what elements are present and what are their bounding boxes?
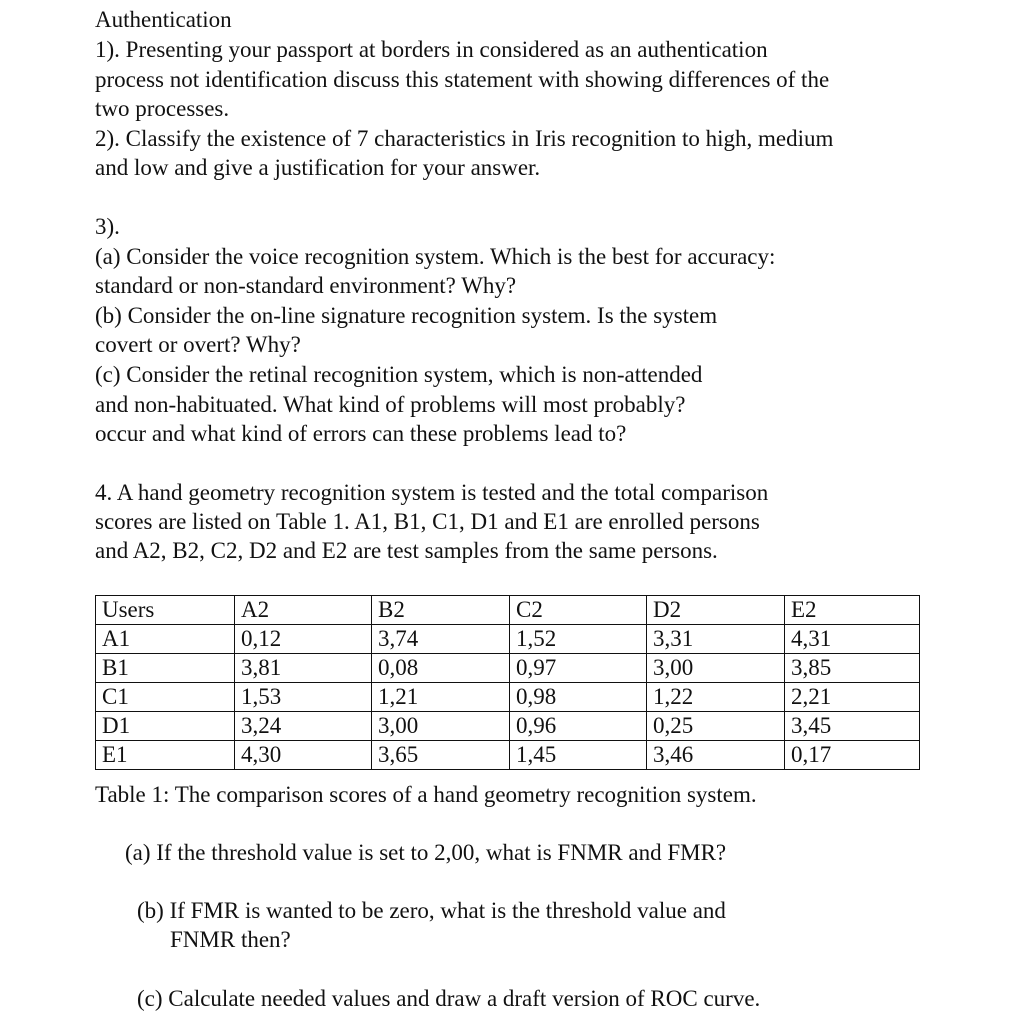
table-header-row (96, 596, 920, 625)
question-3a-line-2: standard or non-standard environment? Why? (95, 273, 517, 298)
question-1-line-3: two processes. (95, 96, 230, 121)
question-2-line-1: 2). Classify the existence of 7 characteristics in Iris recognition to high, medium (95, 126, 834, 151)
question-3c-line-2: and non-habituated. What kind of problems will most probably? (95, 392, 686, 417)
table-row (96, 741, 920, 770)
comparison-scores-table (95, 595, 920, 770)
table-cell: 1,22 (647, 683, 785, 712)
sub-question-c: (c) Calculate needed values and draw a draft version of ROC curve. (137, 986, 761, 1011)
question-3b-line-1: (b) Consider the on-line signature recognition system. Is the system (95, 303, 718, 328)
table-cell: 3,81 (235, 654, 372, 683)
table-header-cell: Users (96, 596, 235, 625)
table-row (96, 654, 920, 683)
question-1-line-2: process not identification discuss this statement with showing differences of the (95, 67, 830, 92)
table-header-cell: E2 (785, 596, 920, 625)
table-cell: 0,17 (785, 741, 920, 770)
table-cell: 0,98 (510, 683, 647, 712)
sub-question-b-line-2: FNMR then? (170, 927, 291, 952)
table-cell: 3,85 (785, 654, 920, 683)
table-cell: 0,96 (510, 712, 647, 741)
table-cell: 4,30 (235, 741, 372, 770)
question-3c-line-3: occur and what kind of errors can these problems lead to? (95, 421, 627, 446)
table-cell: 3,74 (372, 625, 510, 654)
table-row (96, 712, 920, 741)
table-header-cell: D2 (647, 596, 785, 625)
table-row-label: E1 (96, 741, 235, 770)
question-4-line-2: scores are listed on Table 1. A1, B1, C1, D1 and E1 are enrolled persons (95, 509, 760, 534)
table-cell: 3,65 (372, 741, 510, 770)
table-cell: 3,31 (647, 625, 785, 654)
table-cell: 3,00 (372, 712, 510, 741)
table-cell: 0,25 (647, 712, 785, 741)
table-cell: 0,12 (235, 625, 372, 654)
table-row-label: C1 (96, 683, 235, 712)
table-cell: 1,45 (510, 741, 647, 770)
question-1-line-1: 1). Presenting your passport at borders in considered as an authentication (95, 37, 768, 62)
table-cell: 0,08 (372, 654, 510, 683)
sub-question-a: (a) If the threshold value is set to 2,00, what is FNMR and FMR? (125, 840, 727, 865)
table-row-label: B1 (96, 654, 235, 683)
sub-question-b-line-1: (b) If FMR is wanted to be zero, what is the threshold value and (137, 898, 726, 923)
table-cell: 3,45 (785, 712, 920, 741)
table-header-cell: A2 (235, 596, 372, 625)
question-3c-line-1: (c) Consider the retinal recognition system, which is non-attended (95, 362, 703, 387)
section-heading: Authentication (95, 7, 232, 32)
question-3-label: 3). (95, 214, 120, 239)
question-2-line-2: and low and give a justification for your answer. (95, 155, 541, 180)
table-cell: 3,24 (235, 712, 372, 741)
question-4-line-1: 4. A hand geometry recognition system is tested and the total comparison (95, 480, 769, 505)
table-row-label: D1 (96, 712, 235, 741)
table-row-label: A1 (96, 625, 235, 654)
table-cell: 1,21 (372, 683, 510, 712)
table-cell: 3,00 (647, 654, 785, 683)
question-3a-line-1: (a) Consider the voice recognition system. Which is the best for accuracy: (95, 244, 776, 269)
table-cell: 1,53 (235, 683, 372, 712)
table-header-cell: B2 (372, 596, 510, 625)
table-cell: 2,21 (785, 683, 920, 712)
question-4-line-3: and A2, B2, C2, D2 and E2 are test samples from the same persons. (95, 538, 718, 563)
table-caption: Table 1: The comparison scores of a hand geometry recognition system. (95, 782, 757, 807)
table-cell: 4,31 (785, 625, 920, 654)
table-header-cell: C2 (510, 596, 647, 625)
question-3b-line-2: covert or overt? Why? (95, 332, 301, 357)
table-cell: 3,46 (647, 741, 785, 770)
table-cell: 0,97 (510, 654, 647, 683)
table-cell: 1,52 (510, 625, 647, 654)
table-row (96, 683, 920, 712)
table-row (96, 625, 920, 654)
